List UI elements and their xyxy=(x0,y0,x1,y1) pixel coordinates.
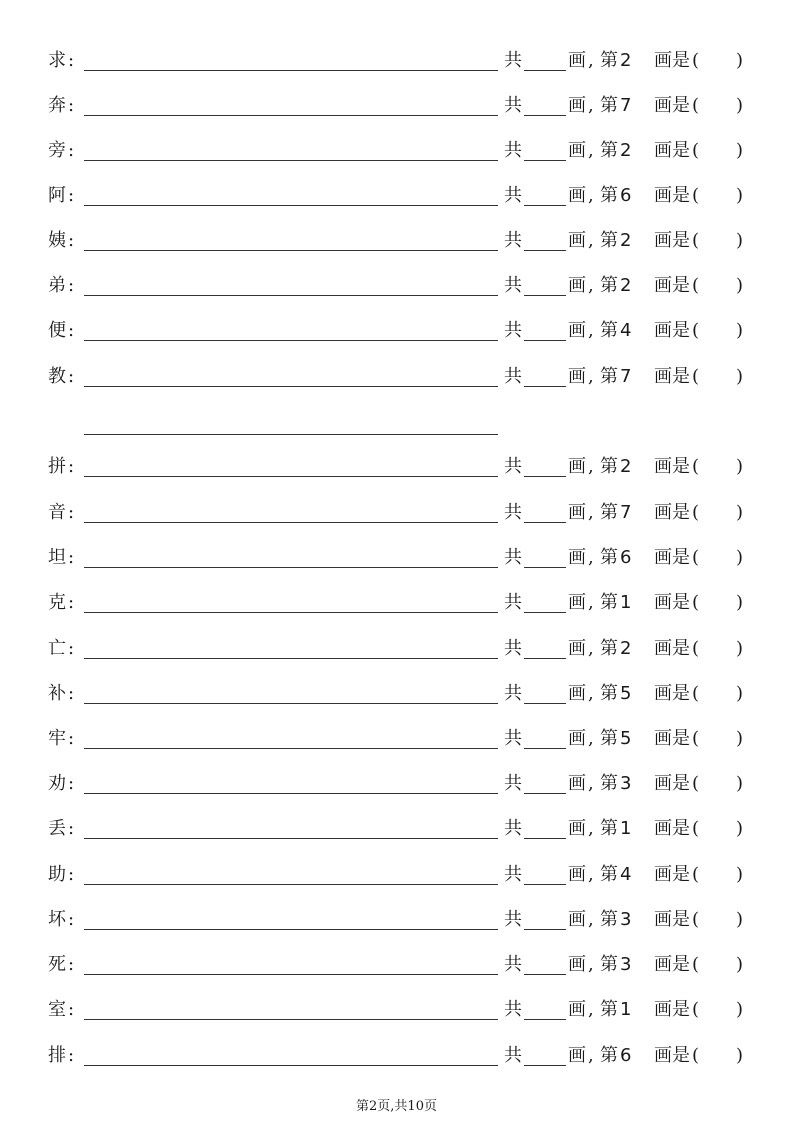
target-character: 姨 xyxy=(48,230,66,251)
stroke-order-writing-line[interactable] xyxy=(84,748,498,749)
stroke-count-blank[interactable] xyxy=(524,70,566,71)
stroke-count-blank[interactable] xyxy=(524,1019,566,1020)
stroke-index-number: 2 xyxy=(620,140,632,161)
answer-paren-open: ( xyxy=(692,95,700,116)
exercise-row xyxy=(0,500,793,530)
total-label: 共 xyxy=(504,864,522,885)
stroke-index-number: 2 xyxy=(620,456,632,477)
stroke-index-number: 2 xyxy=(620,638,632,659)
answer-paren-close: ) xyxy=(736,140,744,161)
answer-paren-close: ) xyxy=(736,728,744,749)
nth-label: 第 xyxy=(600,683,618,704)
stroke-count-blank[interactable] xyxy=(524,476,566,477)
extra-writing-line[interactable] xyxy=(84,434,498,435)
stroke-index-number: 5 xyxy=(620,683,632,704)
stroke-index-number: 1 xyxy=(620,592,632,613)
stroke-label: 画 xyxy=(568,547,586,568)
nth-label: 第 xyxy=(600,366,618,387)
answer-paren-close: ) xyxy=(736,818,744,839)
answer-paren-open: ( xyxy=(692,366,700,387)
colon-label: : xyxy=(68,773,75,794)
answer-paren-open: ( xyxy=(692,1045,700,1066)
answer-paren-close: ) xyxy=(736,999,744,1020)
total-label: 共 xyxy=(504,502,522,523)
nth-label: 第 xyxy=(600,275,618,296)
colon-label: : xyxy=(68,728,75,749)
stroke-index-number: 4 xyxy=(620,864,632,885)
stroke-label: 画 xyxy=(568,185,586,206)
stroke-order-writing-line[interactable] xyxy=(84,567,498,568)
stroke-label: 画 xyxy=(568,592,586,613)
colon-label: : xyxy=(68,909,75,930)
stroke-is-label: 画是 xyxy=(654,366,690,387)
target-character: 奔 xyxy=(48,95,66,116)
stroke-count-blank[interactable] xyxy=(524,340,566,341)
colon-label: : xyxy=(68,999,75,1020)
exercise-row xyxy=(0,183,793,213)
answer-paren-open: ( xyxy=(692,456,700,477)
stroke-label: 画 xyxy=(568,864,586,885)
target-character: 阿 xyxy=(48,185,66,206)
answer-paren-open: ( xyxy=(692,547,700,568)
stroke-label: 画 xyxy=(568,999,586,1020)
stroke-order-writing-line[interactable] xyxy=(84,250,498,251)
colon-label: : xyxy=(68,547,75,568)
exercise-row xyxy=(0,952,793,982)
colon-label: : xyxy=(68,638,75,659)
stroke-order-writing-line[interactable] xyxy=(84,115,498,116)
stroke-count-blank[interactable] xyxy=(524,205,566,206)
answer-paren-open: ( xyxy=(692,728,700,749)
colon-label: : xyxy=(68,1045,75,1066)
stroke-label: 画 xyxy=(568,275,586,296)
stroke-order-writing-line[interactable] xyxy=(84,476,498,477)
answer-paren-close: ) xyxy=(736,547,744,568)
colon-label: : xyxy=(68,502,75,523)
comma-label: , xyxy=(588,547,594,568)
answer-paren-close: ) xyxy=(736,502,744,523)
answer-paren-close: ) xyxy=(736,954,744,975)
stroke-order-writing-line[interactable] xyxy=(84,340,498,341)
colon-label: : xyxy=(68,683,75,704)
target-character: 克 xyxy=(48,592,66,613)
stroke-order-writing-line[interactable] xyxy=(84,522,498,523)
colon-label: : xyxy=(68,185,75,206)
stroke-order-writing-line[interactable] xyxy=(84,386,498,387)
nth-label: 第 xyxy=(600,909,618,930)
stroke-count-blank[interactable] xyxy=(524,974,566,975)
target-character: 亡 xyxy=(48,638,66,659)
stroke-index-number: 1 xyxy=(620,999,632,1020)
stroke-order-writing-line[interactable] xyxy=(84,703,498,704)
answer-paren-close: ) xyxy=(736,366,744,387)
stroke-is-label: 画是 xyxy=(654,592,690,613)
target-character: 牢 xyxy=(48,728,66,749)
stroke-order-writing-line[interactable] xyxy=(84,793,498,794)
stroke-index-number: 6 xyxy=(620,185,632,206)
stroke-order-writing-line[interactable] xyxy=(84,295,498,296)
stroke-index-number: 6 xyxy=(620,1045,632,1066)
answer-paren-close: ) xyxy=(736,864,744,885)
comma-label: , xyxy=(588,366,594,387)
target-character: 死 xyxy=(48,954,66,975)
stroke-order-writing-line[interactable] xyxy=(84,1065,498,1066)
stroke-count-blank[interactable] xyxy=(524,703,566,704)
nth-label: 第 xyxy=(600,50,618,71)
stroke-is-label: 画是 xyxy=(654,728,690,749)
nth-label: 第 xyxy=(600,547,618,568)
answer-paren-open: ( xyxy=(692,185,700,206)
answer-paren-open: ( xyxy=(692,320,700,341)
stroke-order-writing-line[interactable] xyxy=(84,929,498,930)
stroke-is-label: 画是 xyxy=(654,502,690,523)
answer-paren-close: ) xyxy=(736,638,744,659)
stroke-order-writing-line[interactable] xyxy=(84,1019,498,1020)
exercise-row xyxy=(0,93,793,123)
comma-label: , xyxy=(588,728,594,749)
stroke-index-number: 7 xyxy=(620,95,632,116)
stroke-order-writing-line[interactable] xyxy=(84,70,498,71)
target-character: 教 xyxy=(48,366,66,387)
answer-paren-open: ( xyxy=(692,999,700,1020)
answer-paren-close: ) xyxy=(736,1045,744,1066)
comma-label: , xyxy=(588,999,594,1020)
exercise-row xyxy=(0,364,793,394)
stroke-count-blank[interactable] xyxy=(524,748,566,749)
stroke-count-blank[interactable] xyxy=(524,115,566,116)
colon-label: : xyxy=(68,275,75,296)
total-label: 共 xyxy=(504,140,522,161)
comma-label: , xyxy=(588,1045,594,1066)
stroke-label: 画 xyxy=(568,502,586,523)
total-label: 共 xyxy=(504,773,522,794)
nth-label: 第 xyxy=(600,230,618,251)
total-label: 共 xyxy=(504,230,522,251)
stroke-is-label: 画是 xyxy=(654,320,690,341)
stroke-index-number: 7 xyxy=(620,366,632,387)
colon-label: : xyxy=(68,818,75,839)
exercise-row xyxy=(0,862,793,892)
exercise-row xyxy=(0,997,793,1027)
stroke-order-writing-line[interactable] xyxy=(84,160,498,161)
total-label: 共 xyxy=(504,95,522,116)
stroke-count-blank[interactable] xyxy=(524,793,566,794)
exercise-row xyxy=(0,590,793,620)
stroke-is-label: 画是 xyxy=(654,456,690,477)
stroke-count-blank[interactable] xyxy=(524,612,566,613)
stroke-order-writing-line[interactable] xyxy=(84,838,498,839)
answer-paren-close: ) xyxy=(736,320,744,341)
total-label: 共 xyxy=(504,275,522,296)
stroke-count-blank[interactable] xyxy=(524,838,566,839)
stroke-is-label: 画是 xyxy=(654,954,690,975)
stroke-count-blank[interactable] xyxy=(524,658,566,659)
stroke-count-blank[interactable] xyxy=(524,522,566,523)
stroke-count-blank[interactable] xyxy=(524,1065,566,1066)
stroke-index-number: 4 xyxy=(620,320,632,341)
total-label: 共 xyxy=(504,909,522,930)
stroke-is-label: 画是 xyxy=(654,999,690,1020)
stroke-label: 画 xyxy=(568,728,586,749)
comma-label: , xyxy=(588,954,594,975)
stroke-count-blank[interactable] xyxy=(524,567,566,568)
stroke-index-number: 6 xyxy=(620,547,632,568)
stroke-label: 画 xyxy=(568,230,586,251)
target-character: 拼 xyxy=(48,456,66,477)
stroke-is-label: 画是 xyxy=(654,909,690,930)
exercise-row xyxy=(0,726,793,756)
comma-label: , xyxy=(588,185,594,206)
nth-label: 第 xyxy=(600,773,618,794)
colon-label: : xyxy=(68,592,75,613)
nth-label: 第 xyxy=(600,95,618,116)
answer-paren-open: ( xyxy=(692,638,700,659)
comma-label: , xyxy=(588,230,594,251)
nth-label: 第 xyxy=(600,320,618,341)
answer-paren-close: ) xyxy=(736,185,744,206)
nth-label: 第 xyxy=(600,999,618,1020)
stroke-is-label: 画是 xyxy=(654,230,690,251)
answer-paren-close: ) xyxy=(736,592,744,613)
nth-label: 第 xyxy=(600,1045,618,1066)
comma-label: , xyxy=(588,683,594,704)
colon-label: : xyxy=(68,954,75,975)
colon-label: : xyxy=(68,456,75,477)
stroke-index-number: 2 xyxy=(620,50,632,71)
exercise-row xyxy=(0,318,793,348)
answer-paren-open: ( xyxy=(692,683,700,704)
nth-label: 第 xyxy=(600,592,618,613)
answer-paren-open: ( xyxy=(692,818,700,839)
exercise-row xyxy=(0,48,793,78)
answer-paren-open: ( xyxy=(692,275,700,296)
target-character: 求 xyxy=(48,50,66,71)
stroke-label: 画 xyxy=(568,909,586,930)
answer-paren-close: ) xyxy=(736,95,744,116)
answer-paren-open: ( xyxy=(692,50,700,71)
total-label: 共 xyxy=(504,185,522,206)
stroke-index-number: 5 xyxy=(620,728,632,749)
target-character: 补 xyxy=(48,683,66,704)
answer-paren-close: ) xyxy=(736,50,744,71)
total-label: 共 xyxy=(504,818,522,839)
stroke-count-blank[interactable] xyxy=(524,884,566,885)
total-label: 共 xyxy=(504,638,522,659)
nth-label: 第 xyxy=(600,638,618,659)
stroke-index-number: 3 xyxy=(620,954,632,975)
comma-label: , xyxy=(588,275,594,296)
page-footer: 第2页,共10页 xyxy=(356,1099,437,1114)
comma-label: , xyxy=(588,592,594,613)
colon-label: : xyxy=(68,864,75,885)
target-character: 音 xyxy=(48,502,66,523)
exercise-row xyxy=(0,907,793,937)
total-label: 共 xyxy=(504,366,522,387)
target-character: 排 xyxy=(48,1045,66,1066)
target-character: 坏 xyxy=(48,909,66,930)
total-label: 共 xyxy=(504,999,522,1020)
answer-paren-close: ) xyxy=(736,909,744,930)
target-character: 室 xyxy=(48,999,66,1020)
stroke-order-writing-line[interactable] xyxy=(84,205,498,206)
stroke-is-label: 画是 xyxy=(654,95,690,116)
total-label: 共 xyxy=(504,50,522,71)
stroke-is-label: 画是 xyxy=(654,50,690,71)
stroke-is-label: 画是 xyxy=(654,275,690,296)
stroke-label: 画 xyxy=(568,366,586,387)
colon-label: : xyxy=(68,50,75,71)
total-label: 共 xyxy=(504,954,522,975)
stroke-count-blank[interactable] xyxy=(524,250,566,251)
stroke-count-blank[interactable] xyxy=(524,160,566,161)
stroke-order-writing-line[interactable] xyxy=(84,884,498,885)
answer-paren-open: ( xyxy=(692,954,700,975)
answer-paren-close: ) xyxy=(736,456,744,477)
stroke-is-label: 画是 xyxy=(654,683,690,704)
colon-label: : xyxy=(68,366,75,387)
comma-label: , xyxy=(588,909,594,930)
stroke-is-label: 画是 xyxy=(654,864,690,885)
stroke-index-number: 3 xyxy=(620,773,632,794)
stroke-label: 画 xyxy=(568,320,586,341)
answer-paren-open: ( xyxy=(692,140,700,161)
comma-label: , xyxy=(588,502,594,523)
total-label: 共 xyxy=(504,728,522,749)
exercise-row xyxy=(0,1043,793,1073)
target-character: 助 xyxy=(48,864,66,885)
colon-label: : xyxy=(68,140,75,161)
comma-label: , xyxy=(588,818,594,839)
exercise-row xyxy=(0,816,793,846)
stroke-label: 画 xyxy=(568,818,586,839)
exercise-row xyxy=(0,454,793,484)
total-label: 共 xyxy=(504,592,522,613)
total-label: 共 xyxy=(504,320,522,341)
exercise-row xyxy=(0,138,793,168)
stroke-count-blank[interactable] xyxy=(524,929,566,930)
nth-label: 第 xyxy=(600,954,618,975)
exercise-row xyxy=(0,273,793,303)
nth-label: 第 xyxy=(600,818,618,839)
comma-label: , xyxy=(588,864,594,885)
answer-paren-open: ( xyxy=(692,909,700,930)
stroke-index-number: 2 xyxy=(620,230,632,251)
comma-label: , xyxy=(588,140,594,161)
stroke-is-label: 画是 xyxy=(654,185,690,206)
stroke-label: 画 xyxy=(568,140,586,161)
comma-label: , xyxy=(588,456,594,477)
stroke-index-number: 2 xyxy=(620,275,632,296)
stroke-label: 画 xyxy=(568,95,586,116)
comma-label: , xyxy=(588,773,594,794)
answer-paren-open: ( xyxy=(692,864,700,885)
stroke-order-writing-line[interactable] xyxy=(84,658,498,659)
answer-paren-close: ) xyxy=(736,275,744,296)
stroke-index-number: 3 xyxy=(620,909,632,930)
stroke-is-label: 画是 xyxy=(654,140,690,161)
nth-label: 第 xyxy=(600,864,618,885)
comma-label: , xyxy=(588,638,594,659)
stroke-is-label: 画是 xyxy=(654,638,690,659)
stroke-count-blank[interactable] xyxy=(524,295,566,296)
target-character: 旁 xyxy=(48,140,66,161)
answer-paren-open: ( xyxy=(692,230,700,251)
total-label: 共 xyxy=(504,1045,522,1066)
stroke-label: 画 xyxy=(568,456,586,477)
exercise-row xyxy=(0,228,793,258)
colon-label: : xyxy=(68,320,75,341)
colon-label: : xyxy=(68,230,75,251)
answer-paren-close: ) xyxy=(736,230,744,251)
nth-label: 第 xyxy=(600,502,618,523)
stroke-index-number: 1 xyxy=(620,818,632,839)
stroke-order-writing-line[interactable] xyxy=(84,612,498,613)
answer-paren-open: ( xyxy=(692,592,700,613)
stroke-is-label: 画是 xyxy=(654,1045,690,1066)
answer-paren-close: ) xyxy=(736,773,744,794)
total-label: 共 xyxy=(504,683,522,704)
target-character: 劝 xyxy=(48,773,66,794)
colon-label: : xyxy=(68,95,75,116)
stroke-index-number: 7 xyxy=(620,502,632,523)
stroke-label: 画 xyxy=(568,954,586,975)
exercise-row xyxy=(0,636,793,666)
nth-label: 第 xyxy=(600,185,618,206)
total-label: 共 xyxy=(504,456,522,477)
stroke-is-label: 画是 xyxy=(654,818,690,839)
nth-label: 第 xyxy=(600,140,618,161)
stroke-is-label: 画是 xyxy=(654,773,690,794)
nth-label: 第 xyxy=(600,728,618,749)
stroke-is-label: 画是 xyxy=(654,547,690,568)
target-character: 便 xyxy=(48,320,66,341)
stroke-label: 画 xyxy=(568,50,586,71)
exercise-row xyxy=(0,545,793,575)
stroke-label: 画 xyxy=(568,638,586,659)
stroke-label: 画 xyxy=(568,683,586,704)
stroke-label: 画 xyxy=(568,1045,586,1066)
comma-label: , xyxy=(588,320,594,341)
target-character: 坦 xyxy=(48,547,66,568)
exercise-row xyxy=(0,771,793,801)
stroke-order-writing-line[interactable] xyxy=(84,974,498,975)
comma-label: , xyxy=(588,95,594,116)
exercise-row xyxy=(0,681,793,711)
comma-label: , xyxy=(588,50,594,71)
answer-paren-close: ) xyxy=(736,683,744,704)
nth-label: 第 xyxy=(600,456,618,477)
total-label: 共 xyxy=(504,547,522,568)
answer-paren-open: ( xyxy=(692,773,700,794)
target-character: 丢 xyxy=(48,818,66,839)
target-character: 弟 xyxy=(48,275,66,296)
answer-paren-open: ( xyxy=(692,502,700,523)
stroke-count-blank[interactable] xyxy=(524,386,566,387)
stroke-label: 画 xyxy=(568,773,586,794)
